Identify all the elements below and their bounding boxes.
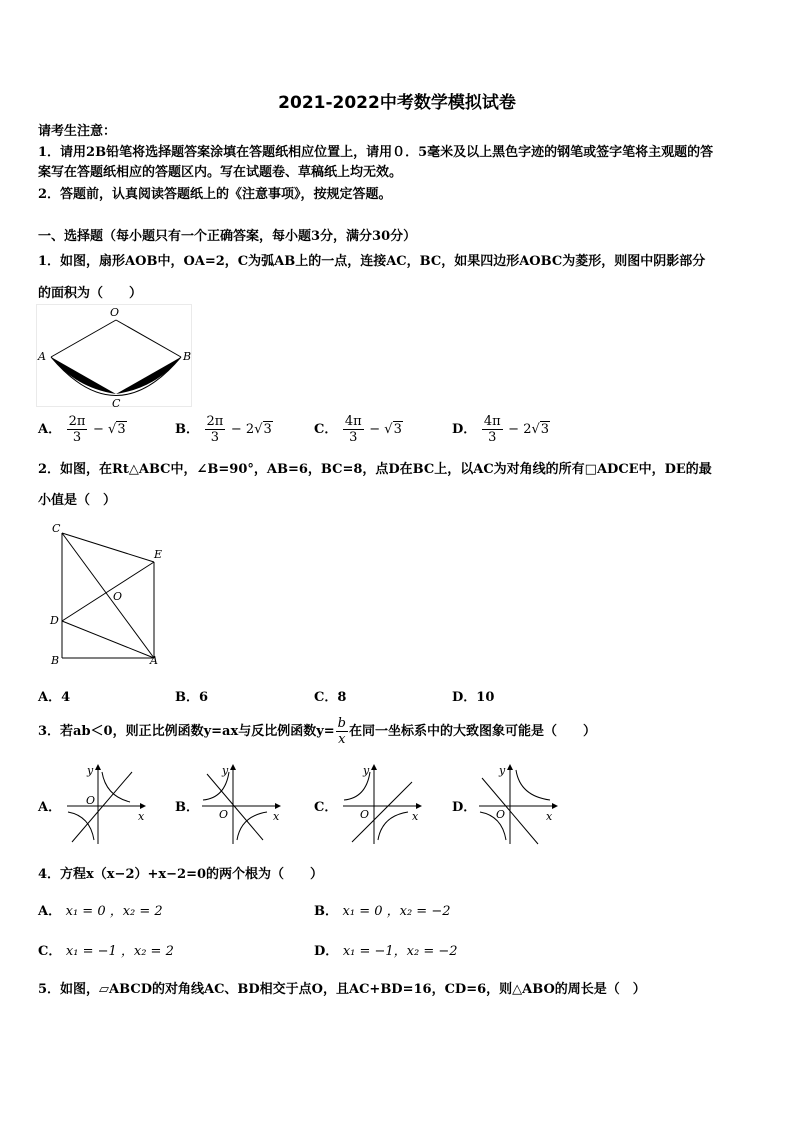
q3-graph-d [474,760,564,848]
q4-option-b[interactable]: B． x₁ = 0 ，x₂ = −2 [314,904,451,919]
q2-label-e: E [154,548,163,561]
q1-label-o: O [110,306,120,319]
q3-graph-c [338,760,428,848]
q4-option-c[interactable]: C． x₁ = −1 ，x₂ = 2 [38,944,174,959]
q4-stem: 4．方程x（x−2）+x−2=0的两个根为（ ） [38,867,324,882]
q3-option-d[interactable]: D． [452,800,477,815]
q2-label-c: C [52,522,61,535]
q3-option-b[interactable]: B． [175,800,199,815]
q1-stem-line2: 的面积为（ ） [38,286,143,301]
q1-stem-line1: 1．如图，扇形AOB中，OA=2，C为弧AB上的一点，连接AC，BC，如果四边形AOBC为菱形，则图中阴影部分 [38,254,706,269]
svg-text:x: x [138,810,145,823]
q1-sector-figure [36,304,196,410]
q3-graph-a [62,760,152,848]
section-heading: 一、选择题（每小题只有一个正确答案，每小题3分，满分30分） [38,229,417,244]
q2-option-a[interactable]: A．4 [38,690,71,705]
q2-label-o: O [113,590,123,603]
q3-option-c[interactable]: C． [314,800,338,815]
notice-heading: 请考生注意： [38,124,117,139]
svg-text:x: x [412,810,419,823]
q2-stem-line2: 小值是（ ） [38,493,117,508]
notice-line-1: 1．请用2B铅笔将选择题答案涂填在答题纸相应位置上，请用０．5毫米及以上黑色字迹的钢笔或签字笔将主观题的答 [38,145,714,160]
svg-text:y: y [87,764,94,777]
svg-text:O: O [496,808,506,821]
page-title: 2021-2022中考数学模拟试卷 [278,93,516,113]
q1-label-b: B [183,350,192,363]
q3-graph-b [197,760,287,848]
q1-label-c: C [112,397,121,410]
svg-text:x: x [546,810,553,823]
svg-text:O: O [360,808,370,821]
q2-option-b[interactable]: B．6 [175,690,209,705]
q2-option-c[interactable]: C．8 [314,690,347,705]
q1-option-b[interactable]: B． $\frac{2\pi}{3}$ − 2√3 [175,414,272,445]
svg-text:O: O [86,794,96,807]
q3-stem: 3．若ab＜0，则正比例函数y=ax与反比例函数y= $\frac{b}{x}$ 在同一坐标系中的大致图象可能是（ ） [38,716,597,747]
q1-option-d[interactable]: D． $\frac{4\pi}{3}$ − 2√3 [452,414,550,445]
q1-option-a[interactable]: A． $\frac{2\pi}{3}$ − √3 [38,414,126,445]
svg-text:y: y [363,764,370,777]
q4-option-a[interactable]: A． x₁ = 0 ，x₂ = 2 [38,904,163,919]
notice-line-2: 案写在答题纸相应的答题区内。写在试题卷、草稿纸上均无效。 [38,165,403,180]
q2-label-d: D [50,614,59,627]
notice-line-3: 2．答题前，认真阅读答题纸上的《注意事项》，按规定答题。 [38,187,392,202]
svg-text:O: O [219,808,229,821]
q2-option-d[interactable]: D．10 [452,690,495,705]
q2-label-b: B [51,654,60,667]
q1-option-c[interactable]: C． $\frac{4\pi}{3}$ − √3 [314,414,402,445]
svg-text:x: x [273,810,280,823]
svg-text:y: y [222,764,229,777]
q4-option-d[interactable]: D． x₁ = −1，x₂ = −2 [314,944,458,959]
q1-label-a: A [38,350,46,363]
q3-option-a[interactable]: A． [38,800,62,815]
q2-stem-line1: 2．如图，在Rt△ABC中，∠B=90°，AB=6，BC=8，点D在BC上，以AC为对角线的所有□ADCE中，DE的最 [38,462,712,477]
q5-stem: 5．如图，▱ABCD的对角线AC、BD相交于点O，且AC+BD=16，CD=6，则△ABO的周长是（ ） [38,982,646,997]
q2-parallelogram-figure [46,520,170,670]
q2-label-a: A [150,654,158,667]
svg-text:y: y [499,764,506,777]
